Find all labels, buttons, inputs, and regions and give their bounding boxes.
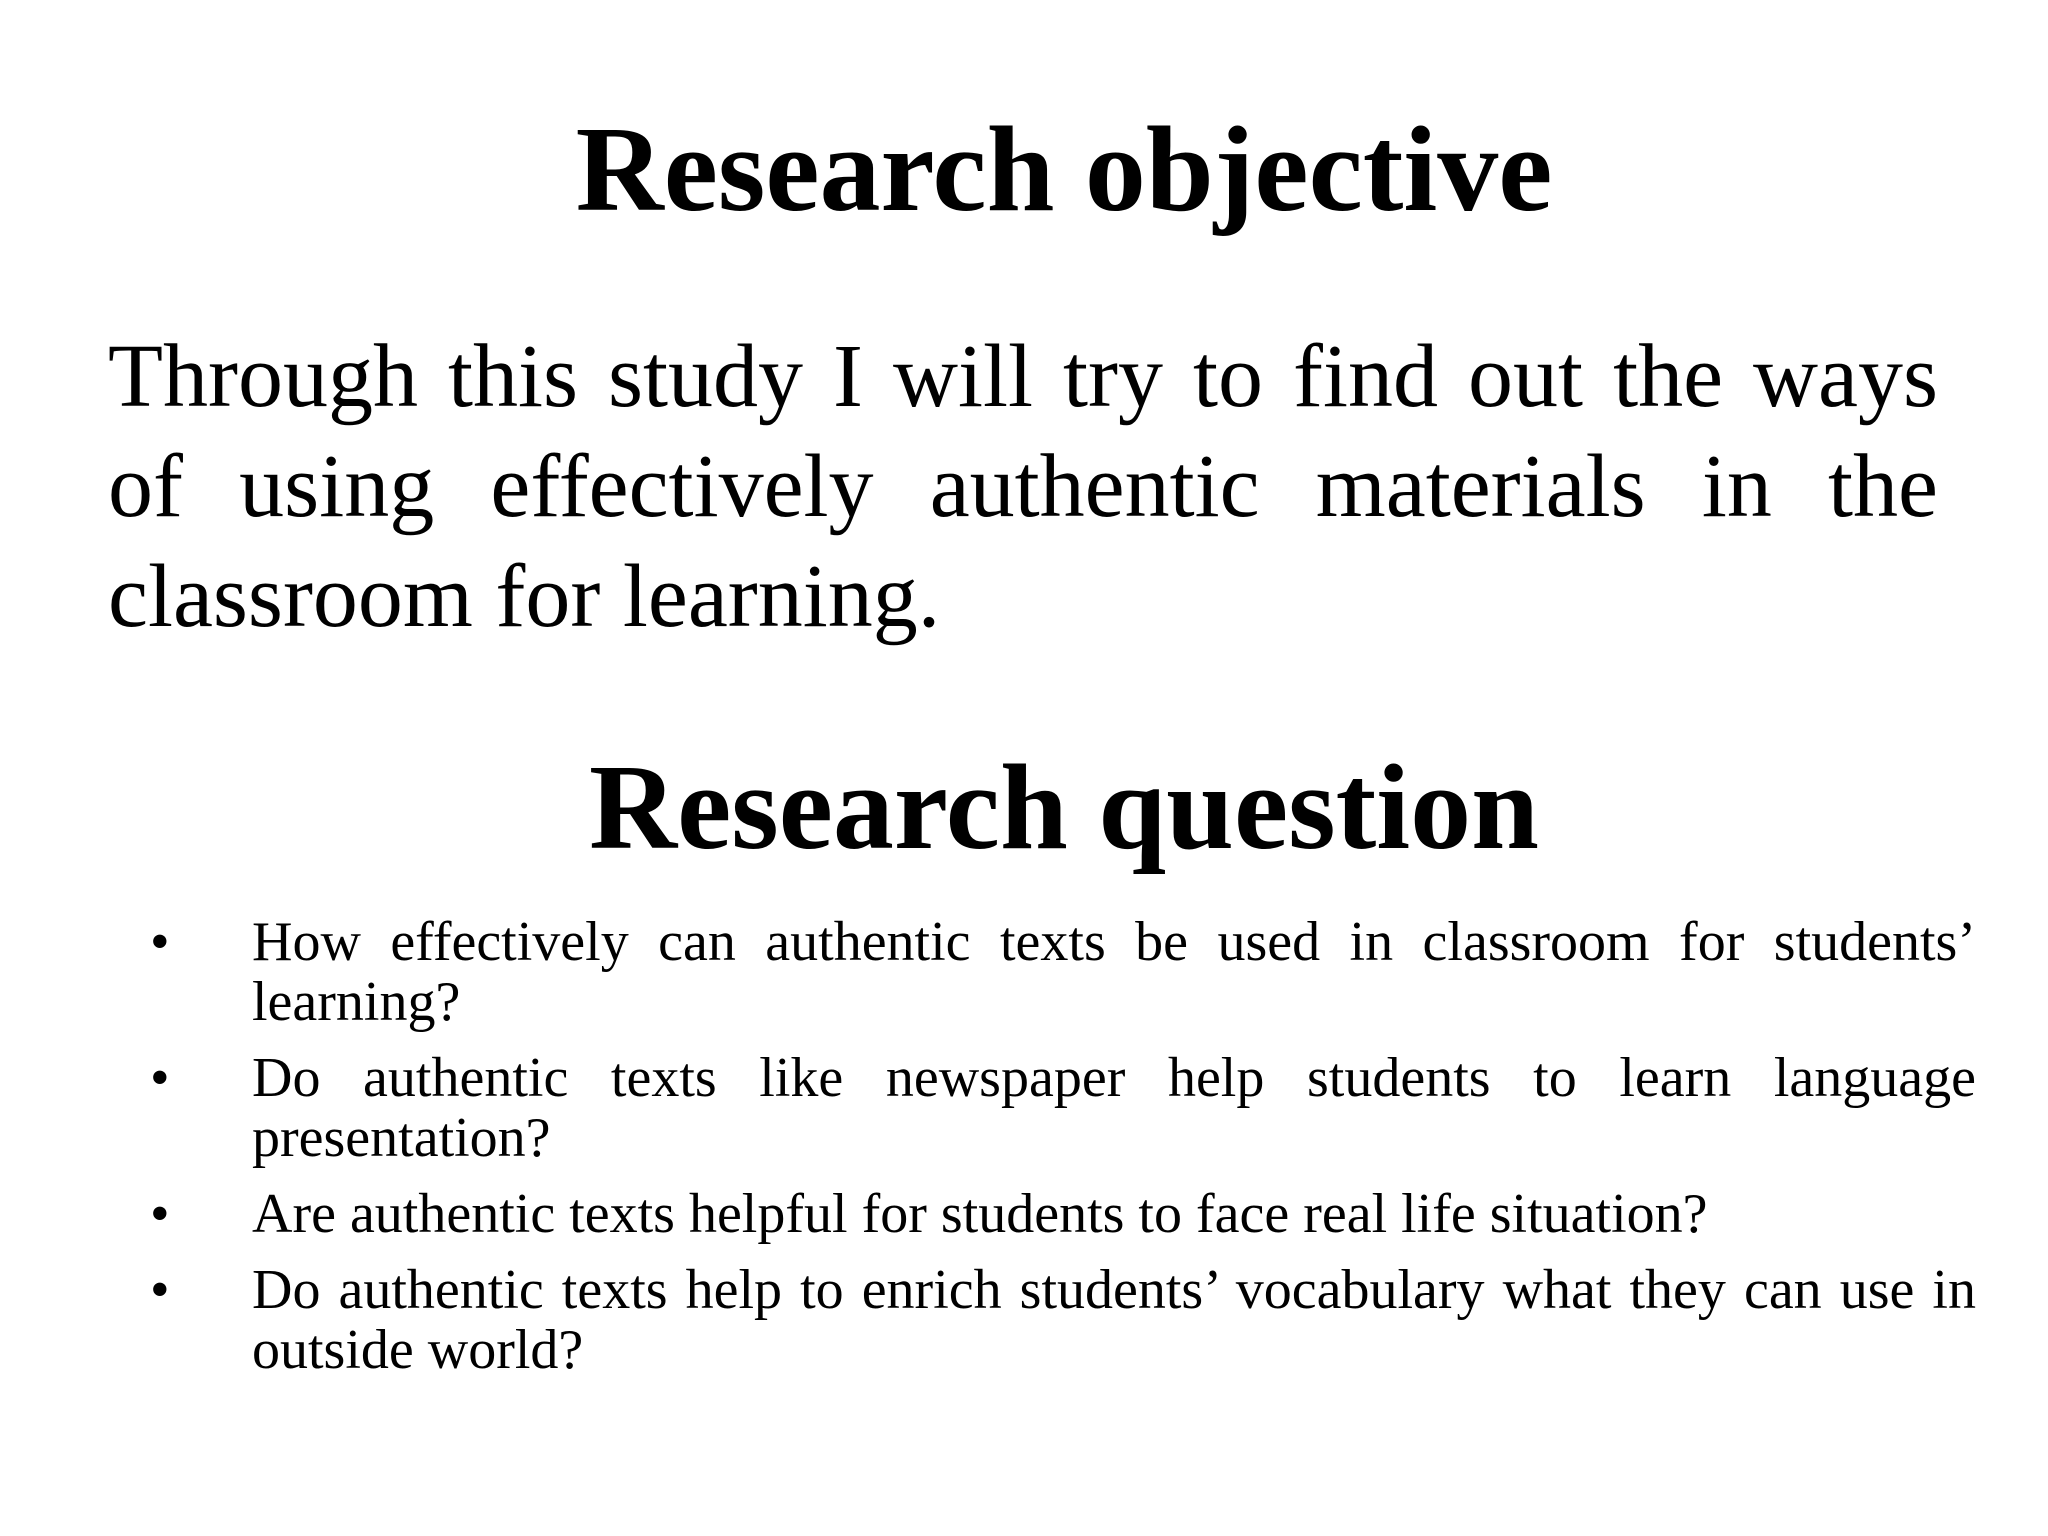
bullet-icon: • xyxy=(150,1183,170,1245)
list-item xyxy=(140,1260,1976,1380)
bullet-icon: • xyxy=(150,1259,170,1321)
list-item xyxy=(140,912,1976,1032)
research-objective-text: Through this study I will try to find out the ways of using effectively authentic materials in the classroom for learning. xyxy=(108,327,1938,646)
question-text: Do authentic texts help to enrich students’ vocabulary what they can use in outside world? xyxy=(252,1259,1976,1381)
question-text: How effectively can authentic texts be used in classroom for students’ learning? xyxy=(252,911,1976,1033)
list-item xyxy=(140,1048,1976,1168)
research-objective-title: Research objective xyxy=(575,102,1553,237)
list-item xyxy=(140,1184,1976,1244)
bullet-icon: • xyxy=(150,911,170,973)
research-question-title: Research question xyxy=(588,740,1540,875)
question-text: Do authentic texts like newspaper help students to learn language presentation? xyxy=(252,1047,1976,1169)
question-text: Are authentic texts helpful for students to face real life situation? xyxy=(252,1183,1708,1245)
bullet-icon: • xyxy=(150,1047,170,1109)
research-question-list xyxy=(140,912,1976,1396)
